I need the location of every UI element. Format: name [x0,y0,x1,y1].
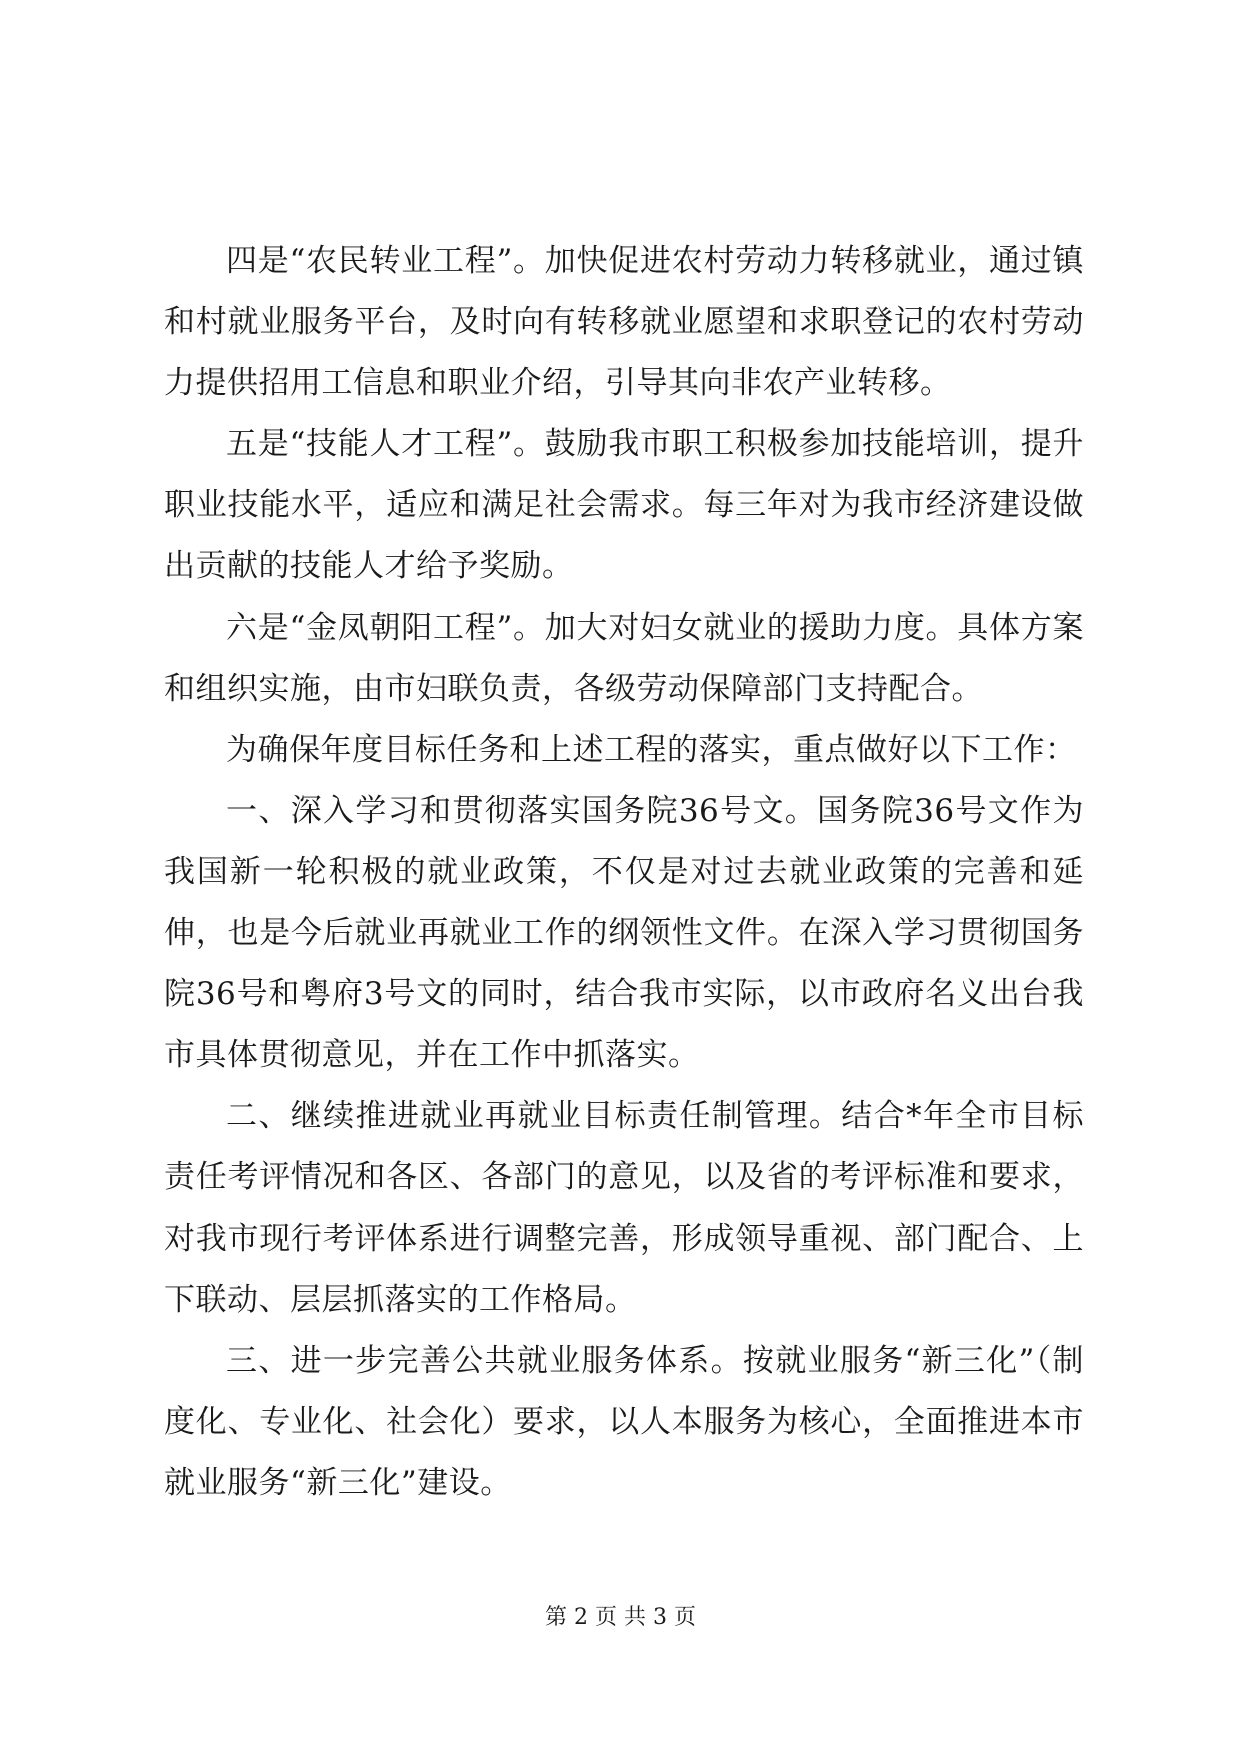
paragraph-golden-phoenix-project: 六是“金凤朝阳工程”。加大对妇女就业的援助力度。具体方案和组织实施，由市妇联负责，各级劳动保障部门支持配合。 [164,609,1084,707]
paragraph-task-three: 三、进一步完善公共就业服务体系。按就业服务“新三化”（制度化、专业化、社会化）要求，以人本服务为核心，全面推进本市就业服务“新三化”建设。 [164,1342,1084,1501]
paragraph-task-one: 一、深入学习和贯彻落实国务院36号文。国务院36号文作为我国新一轮积极的就业政策，不仅是对过去就业政策的完善和延伸，也是今后就业再就业工作的纲领性文件。在深入学习贯彻国务院36号和粤府3号文的同时，结合我市实际，以市政府名义出台我市具体贯彻意见，并在工作中抓落实。 [164,792,1084,1074]
paragraph-skilled-talent-project: 五是“技能人才工程”。鼓励我市职工积极参加技能培训，提升职业技能水平，适应和满足社会需求。每三年对为我市经济建设做出贡献的技能人才给予奖励。 [164,426,1084,585]
page-number-footer: 第 2 页 共 3 页 [545,1605,696,1630]
document-body [164,231,1084,1514]
paragraph-task-two: 二、继续推进就业再就业目标责任制管理。结合*年全市目标责任考评情况和各区、各部门的意见，以及省的考评标准和要求，对我市现行考评体系进行调整完善，形成领导重视、部门配合、上下联动、层层抓落实的工作格局。 [164,1098,1084,1318]
paragraph-key-tasks-intro: 为确保年度目标任务和上述工程的落实，重点做好以下工作： [226,731,1077,768]
paragraph-farmer-transfer-project: 四是“农民转业工程”。加快促进农村劳动力转移就业，通过镇和村就业服务平台，及时向有转移就业愿望和求职登记的农村劳动力提供招用工信息和职业介绍，引导其向非农产业转移。 [164,243,1084,402]
